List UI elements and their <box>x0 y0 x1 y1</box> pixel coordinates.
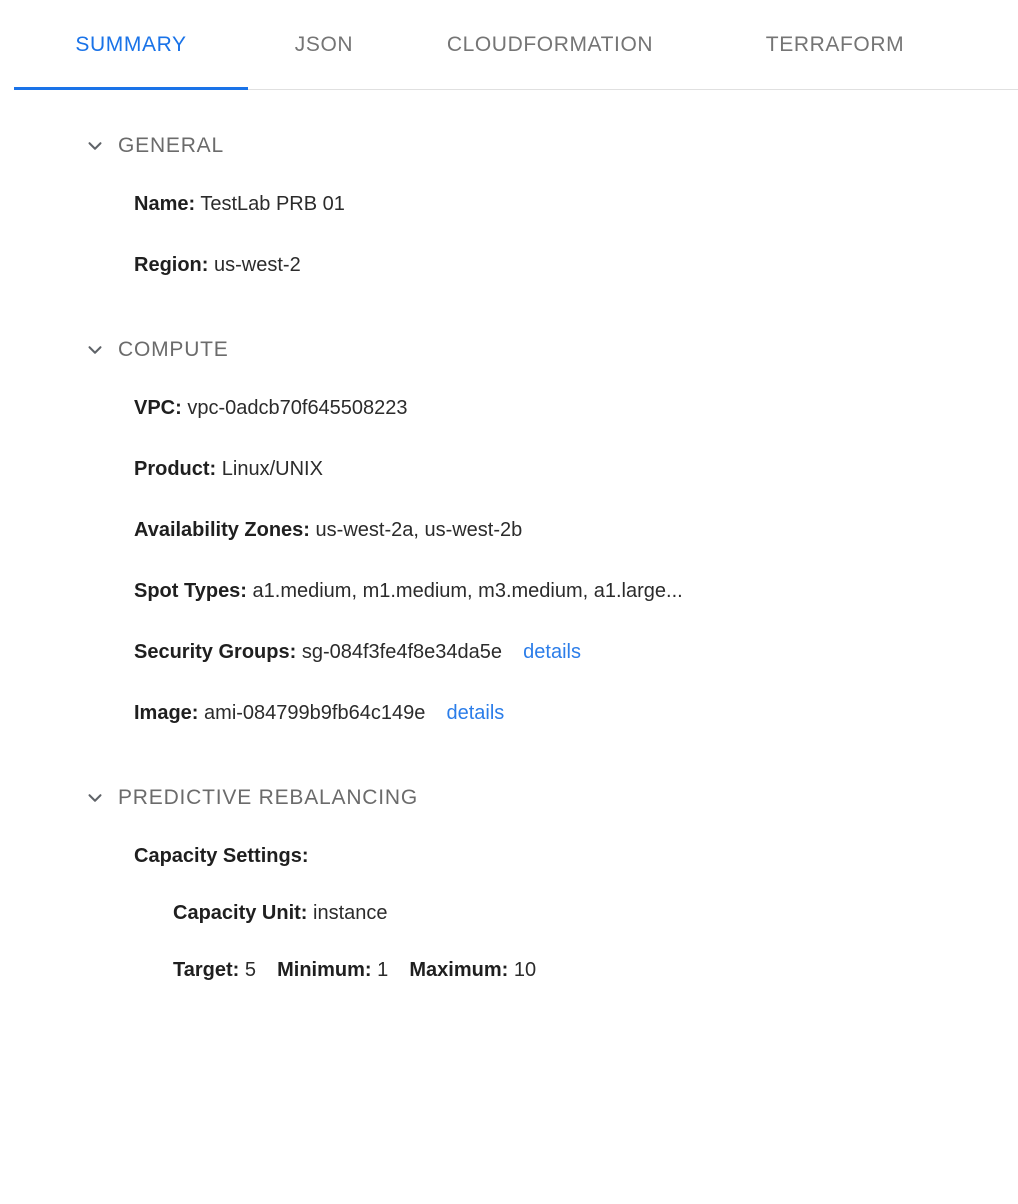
field-name <box>0 192 1018 217</box>
tab-summary-label: SUMMARY <box>75 33 187 56</box>
tab-terraform-label: TERRAFORM <box>765 33 905 56</box>
field-availability-zones <box>0 518 1018 543</box>
field-security-groups <box>0 640 1018 665</box>
security-groups-details-link[interactable]: details <box>523 641 581 663</box>
field-region-value: us-west-2 <box>214 254 301 276</box>
tab-summary[interactable] <box>14 0 248 90</box>
section-title-compute: COMPUTE <box>118 338 229 361</box>
tab-cloudformation[interactable] <box>400 0 700 90</box>
summary-panel <box>0 90 1018 983</box>
field-product-label: Product: <box>134 458 217 480</box>
field-product <box>0 457 1018 482</box>
chevron-down-icon <box>84 787 106 809</box>
field-availability-zones-value: us-west-2a, us-west-2b <box>315 519 523 541</box>
field-vpc-value: vpc-0adcb70f645508223 <box>187 397 408 419</box>
section-spacer-1 <box>0 314 1018 338</box>
section-header-general[interactable] <box>0 134 1018 158</box>
section-title-predictive-rebalancing: PREDICTIVE REBALANCING <box>118 786 418 809</box>
field-vpc <box>0 396 1018 421</box>
field-capacity-settings <box>0 844 1018 869</box>
field-product-value: Linux/UNIX <box>221 458 323 480</box>
section-header-compute[interactable] <box>0 338 1018 362</box>
field-security-groups-value: sg-084f3fe4f8e34da5e <box>301 641 503 663</box>
field-capacity-limits <box>0 958 1018 983</box>
tab-bar <box>0 0 1018 90</box>
field-region <box>0 253 1018 278</box>
field-name-label: Name: <box>134 193 196 215</box>
field-target-value: 5 <box>244 959 256 981</box>
field-minimum-value: 1 <box>377 959 389 981</box>
section-title-general: GENERAL <box>118 134 224 157</box>
field-region-label: Region: <box>134 254 209 276</box>
tab-cloudformation-label: CLOUDFORMATION <box>446 33 654 56</box>
field-security-groups-label: Security Groups: <box>134 641 297 663</box>
field-capacity-settings-label: Capacity Settings: <box>134 845 309 867</box>
tab-json[interactable] <box>248 0 400 90</box>
field-spot-types-label: Spot Types: <box>134 580 247 602</box>
field-image-value: ami-084799b9fb64c149e <box>204 702 426 724</box>
field-maximum-label: Maximum: <box>409 959 509 981</box>
field-spot-types <box>0 579 1018 604</box>
section-spacer-2 <box>0 762 1018 786</box>
image-details-link[interactable]: details <box>446 702 505 724</box>
section-header-predictive-rebalancing[interactable] <box>0 786 1018 810</box>
field-availability-zones-label: Availability Zones: <box>134 519 310 541</box>
field-target-label: Target: <box>173 959 240 981</box>
field-capacity-unit-label: Capacity Unit: <box>173 902 308 924</box>
chevron-down-icon <box>84 339 106 361</box>
field-image-label: Image: <box>134 702 199 724</box>
tab-terraform[interactable] <box>700 0 970 90</box>
chevron-down-icon <box>84 135 106 157</box>
tab-json-label: JSON <box>294 33 354 56</box>
field-name-value: TestLab PRB 01 <box>200 193 345 215</box>
field-vpc-label: VPC: <box>134 397 182 419</box>
field-capacity-unit <box>0 901 1018 926</box>
field-image <box>0 701 1018 726</box>
field-spot-types-value: a1.medium, m1.medium, m3.medium, a1.large... <box>252 580 683 602</box>
field-minimum-label: Minimum: <box>277 959 372 981</box>
field-capacity-unit-value: instance <box>313 902 388 924</box>
field-maximum-value: 10 <box>513 959 537 981</box>
